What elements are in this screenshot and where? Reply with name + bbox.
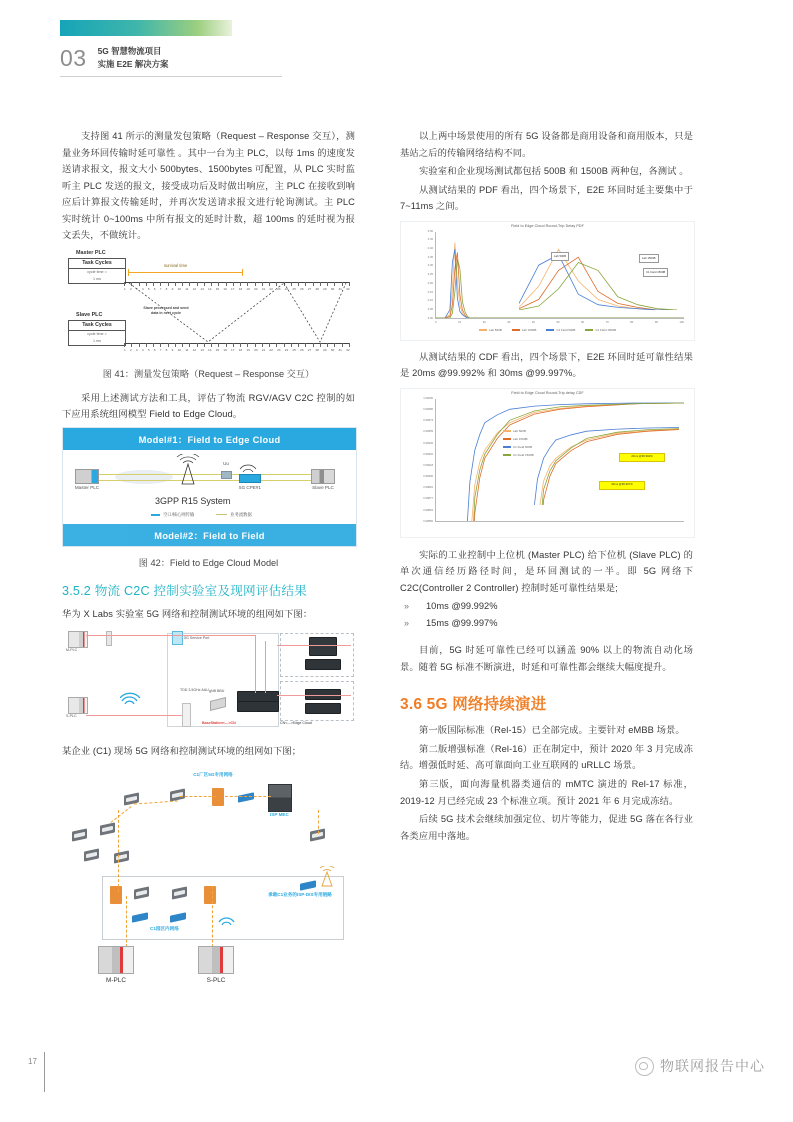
- right-paragraph-7: 第一版国际标准（Rel-15）已全部完成。主要针对 eMBB 场景。: [419, 725, 685, 736]
- watermark: [635, 1056, 765, 1076]
- figure-41-caption: 图 41：测量发包策略（Request – Response 交互）: [102, 368, 315, 379]
- fig42-legend: [151, 512, 252, 518]
- c1-link-4: [110, 806, 131, 823]
- c1-link-2: [180, 796, 216, 797]
- fig42-band-model1: Model#1：Field to Edge Cloud: [63, 428, 356, 450]
- fig41-slave-title: Slave PLC: [76, 311, 103, 318]
- fig42-cpe-icon: [239, 474, 261, 483]
- left-paragraph-2: 采用上述测试方法和工具，评估了物流 RGV/AGV C2C 控制的如下应用系统组网模型 Field to Edge Cloud。: [62, 392, 355, 420]
- section-heading-3-5-2: 3.5.2 物流 C2C 控制实验室及现网评估结果: [62, 583, 308, 598]
- watermark-text: 物联网报告中心: [660, 1058, 765, 1074]
- fig41-slave-box: [68, 320, 126, 346]
- fig41-survival-span: [128, 272, 243, 273]
- c1-router-c: [72, 828, 87, 841]
- section-heading-3-6: 3.6 5G 网络持续演进: [400, 696, 547, 714]
- lab-core-server-2: [237, 701, 279, 712]
- fig41-master-title: Master PLC: [76, 249, 106, 256]
- right-paragraph-2: 实验室和企业现场测试都包括 500B 和 1500B 两种包，各测试 。: [419, 166, 689, 177]
- lab-link-top: [86, 635, 256, 636]
- fig42-slave-plc-label: Slave PLC: [312, 484, 334, 490]
- fig42-uu-label: Uu: [223, 460, 229, 466]
- c1-top-label: C1厂区5G专用网络: [193, 772, 233, 778]
- chart-pdf-x-axis: [435, 318, 684, 319]
- lab-edge-cloud-b: [280, 681, 354, 721]
- chart-pdf-annotation-0: Lab 500B: [551, 252, 569, 261]
- fig42-master-plc-icon: [75, 469, 99, 484]
- list-item: » 15ms @99.997%: [400, 615, 693, 632]
- chart-cdf-annotation-1: 30ms @99.997%: [599, 481, 645, 490]
- chart-pdf-annotation-2: C1 Field 1500B: [643, 268, 668, 277]
- c1-router-d: [100, 822, 115, 835]
- lab-bbu-label: gNB BBU: [209, 689, 225, 694]
- c1-firewall-left: [110, 886, 122, 904]
- lab-m-plc-label: M-PLC: [66, 648, 78, 653]
- left-paragraph-3: 华为 X Labs 实验室 5G 网络和控制测试环境的组网如下图：: [62, 608, 313, 619]
- c1-isp-mec-icon: [268, 784, 292, 812]
- c1-base-station-icon: [314, 866, 340, 888]
- lab-aau-icon: [182, 703, 191, 727]
- fig41-slave-cycle-value: 1 ms: [93, 338, 101, 343]
- lab-edge-server-3: [305, 703, 341, 714]
- c1-link-5: [318, 810, 319, 834]
- chart-cdf-title: Field to Edge Cloud Round-Trip delay CDF: [511, 390, 584, 395]
- fig42-wire-top: [93, 474, 329, 475]
- c1-router-f: [114, 850, 129, 863]
- right-paragraph-8: 第二版增强标准（Rel-16）正在制定中，预计 2020 年 3 月完成冻结。增强低时延、高可靠面向工业互联网的 uRLLC 场景。: [400, 743, 693, 771]
- chart-cdf-annotation-0: 20ms @99.992%: [619, 453, 665, 462]
- fig41-master-task-cycles: Task Cycles: [69, 259, 125, 269]
- c1-s-plc: [198, 946, 234, 984]
- figure-42-model: [62, 427, 357, 547]
- c1-isp-mec-label: ISP MEC: [270, 812, 289, 818]
- right-column: [400, 128, 693, 846]
- figure-42-caption: 图 42：Field to Edge Cloud Model: [138, 557, 279, 568]
- c1-m-plc-label: M-PLC: [106, 977, 126, 985]
- chart-cdf-x-axis: [435, 521, 684, 522]
- lab-network-diagram: [62, 627, 355, 735]
- c1-link-vert-mplc: [126, 896, 127, 952]
- fig42-cloud: [115, 470, 173, 484]
- chart-cdf-legend-2: C1 Field 500B: [503, 445, 532, 449]
- c1-right-label: 承载C1业务的ISP-DIS专用链路: [268, 892, 332, 898]
- chart-pdf-round-trip-delay: [400, 221, 695, 341]
- right-paragraph-4: 从测试结果的 CDF 看出，四个场景下，E2E 环回时延可靠性结果是 20ms @99.992% 和 30ms @99.997%。: [400, 351, 693, 379]
- chart-cdf-legend: [503, 429, 543, 457]
- c1-m-plc-icon: [98, 946, 134, 974]
- fig41-slave-task-cycles: Task Cycles: [69, 321, 125, 331]
- chapter-title-line1: 5G 智慧物流项目: [97, 46, 162, 56]
- c1-link-3: [225, 796, 271, 797]
- chart-pdf-x-labels: 0 10 20 30 40 50 60 70 80 90 100: [435, 320, 684, 324]
- c1-m-plc: [98, 946, 134, 984]
- lab-legend-basestation: BaseStation<--->CN: [202, 721, 236, 726]
- lab-aau-label: TDD 3.5GHz AAU: [180, 688, 209, 693]
- figure-41-timing-diagram: Master PLC Task Cycles cycle time = 1 ms Slave PLC Task Cycles cycle time = 1 ms survival time 1 2 3 4 5 6 7 8 9 10 11 12 13 14 15 16 17 18 19 20 21 22 23 24 25 26 27 28 29 30 31 32 1 2 3 4 5 6 7 8 9 10 11 12 13 14 15 16 17 18 19 20 21 22 23 24 25 26 27 28 29 30 31 32 Slave processed and send data in next cycle: [62, 250, 355, 358]
- lab-s-plc-label: S-PLC: [66, 714, 77, 719]
- chart-pdf-y-labels: 0.50 0.45 0.40 0.35 0.30 0.25 0.20 0.15 0.10 0.05 0.00: [427, 229, 433, 320]
- page-header: [60, 20, 340, 70]
- lab-switch-icon: [106, 631, 112, 646]
- c1-firewall-top: [212, 788, 224, 806]
- lab-s-plc-icon: [68, 697, 88, 714]
- lab-link-bottom: [86, 715, 182, 716]
- right-paragraph-1: 以上两中场景使用的所有 5G 设备都是商用设备和商用版本，只是基站之后的传输网络结构不同。: [400, 131, 693, 158]
- chart-pdf-title: Field to Edge Cloud Round-Trip Delay PDF: [511, 223, 584, 228]
- fig42-slave-plc-icon: [311, 469, 335, 484]
- fig41-master-cycle-time: cycle time =: [87, 269, 107, 274]
- c1-s-plc-icon: [198, 946, 234, 974]
- lab-legend-cn-edge: CN<--->Edge Cloud: [280, 721, 312, 726]
- left-paragraph-1: 支持图 41 所示的测量发包策略（Request – Response 交互），测量业务环回传输时延可靠性 。其中一台为主 PLC，以每 1ms 的速度发送请求报文，报文大小 500bytes、1500bytes 可配置，从 PLC 实时监听主 PLC 发送的报文，接受成功后及时做出响应，主 PLC 在接收到响应后计算报文传输延时，并再次发送请求报文进行轮询测试。主 PLC 实时统计 0~100ms 中所有报文的延时计数，超 100ms 的延时视为报文丢失，不做统计。: [62, 131, 355, 241]
- left-paragraph-4: 某企业 (C1) 现场 5G 网络和控制测试环境的组网如下图；: [62, 746, 302, 757]
- chart-pdf-legend: [401, 328, 694, 332]
- left-column: [62, 128, 355, 985]
- fig41-master-box: [68, 258, 126, 284]
- chart-pdf-legend-0: Lab 500B: [479, 328, 502, 332]
- right-paragraph-6: 目前，5G 时延可靠性已经可以涵盖 90% 以上的物流自动化场景。随着 5G 标准不断演进，时延和可靠性都会继续大幅度提升。: [400, 645, 693, 672]
- c1-link-vert-left: [118, 810, 119, 892]
- c1-link-vert-splc: [212, 886, 213, 952]
- lab-link-edge-b: [277, 695, 351, 696]
- chart-cdf-legend-1: Lab 1500B: [503, 437, 528, 441]
- chapter-number: 03: [60, 45, 87, 71]
- c1-switch-top: [238, 792, 254, 802]
- c1-inner-label: C1园区内网络: [150, 926, 179, 932]
- fig41-survival-label: survival time: [164, 262, 188, 268]
- c1-router-e: [84, 848, 99, 861]
- right-paragraph-10: 后续 5G 技术会继续加强定位、切片等能力，促进 5G 落在各行业各类应用中落地。: [400, 814, 693, 841]
- chart-pdf-legend-2: C1 Field 500B: [546, 328, 575, 332]
- fig41-slave-cycle-time: cycle time =: [87, 331, 107, 336]
- lab-m-plc-icon: [68, 631, 88, 648]
- chart-cdf-legend-0: Lab 500B: [503, 429, 526, 433]
- chart-pdf-legend-3: C1 Field 1500B: [585, 328, 616, 332]
- header-rule: [60, 76, 282, 77]
- fig42-legend-item-air: 空口/核心网传输: [151, 512, 194, 518]
- gnb-antenna-icon: [171, 454, 205, 486]
- chart-pdf-legend-1: Lab 1500B: [512, 328, 537, 332]
- chart-cdf-y-labels: 1.00000 0.99986 0.99973 0.99959 0.99945 0.99932 0.99918 0.99905 0.99891 0.99877 0.99864 0.99850: [423, 396, 433, 523]
- fig41-note: Slave processed and send data in next cycle: [143, 305, 189, 315]
- watermark-logo-icon: [635, 1057, 654, 1076]
- c1-link-1: [134, 800, 178, 804]
- lab-wifi-icon: [120, 691, 142, 707]
- lab-link-vert-2: [265, 641, 266, 693]
- page-number-rule: [44, 1052, 45, 1092]
- lab-link-edge-a: [277, 645, 351, 646]
- lab-edge-monitor: [309, 637, 337, 656]
- list-item: » 10ms @99.992%: [400, 598, 693, 615]
- fig42-diagram-body: [63, 450, 356, 524]
- right-paragraph-3: 从测试结果的 PDF 看出，四个场景下，E2E 环回时延主要集中于 7~11ms 之间。: [400, 184, 693, 212]
- c1-s-plc-label: S-PLC: [206, 977, 226, 985]
- wifi-icon: [239, 462, 257, 474]
- fig41-master-cycle-value: 1 ms: [93, 276, 101, 281]
- right-paragraph-5: 实际的工业控制中上位机 (Master PLC) 给下位机 (Slave PLC) 的单次通信经历路径时间，是环回测试的一半。即 5G 网络下 C2C(Controller 2 Controller) 控制时延可靠性结果是;: [400, 549, 693, 593]
- chart-cdf-round-trip-delay: [400, 388, 695, 538]
- fig42-legend-item-data: 业务流数据: [216, 512, 251, 518]
- chart-pdf-annotation-1: Lab 1500B: [639, 254, 659, 263]
- lab-service-port-label: 5G Service Port: [184, 636, 210, 641]
- fig42-master-plc-label: Master PLC: [74, 484, 100, 490]
- fig42-band-model2: Model#2：Field to Field: [63, 524, 356, 546]
- chart-cdf-legend-3: C1 Field 1500B: [503, 453, 534, 457]
- enterprise-c1-network-diagram: [62, 766, 355, 985]
- lab-edge-server-1: [305, 659, 341, 670]
- right-paragraph-9: 第三版，面向海量机器类通信的 mMTC 演进的 Rel-17 标准，2019-12 月已经完成 23 个标准立项。预计 2021 年 6 月完成冻结。: [400, 779, 693, 806]
- fig42-uu-node-icon: [221, 471, 232, 479]
- c1-firewall-mid: [204, 886, 216, 904]
- header-gradient-bar: [60, 20, 232, 36]
- fig42-cpe-label: 5G CPE#1: [239, 484, 261, 490]
- page-number: 17: [28, 1057, 37, 1066]
- chapter-title-line2: 实施 E2E 解决方案: [97, 58, 169, 69]
- fig42-wire-bottom: [93, 480, 329, 481]
- chart-cdf-inset-plot: [519, 423, 679, 505]
- lab-link-vert-1: [255, 635, 256, 693]
- lab-service-port-icon: [172, 631, 183, 645]
- c1-wifi-icon: [218, 912, 238, 928]
- reliability-bullet-list: [400, 598, 693, 632]
- fig42-system-label: 3GPP R15 System: [155, 495, 231, 506]
